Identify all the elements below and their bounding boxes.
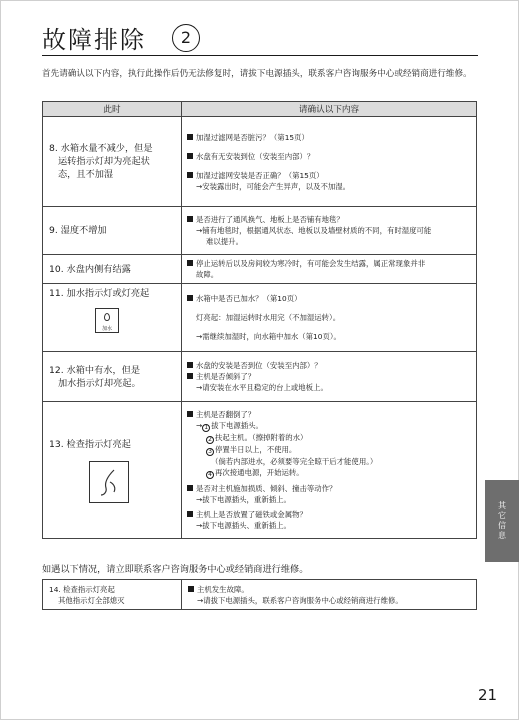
page-number: 21 [478, 686, 498, 704]
step-4: 4 再次接通电源，开始运转。 [187, 467, 472, 479]
condition-13-label: 13. 检查指示灯亮起 [49, 438, 131, 450]
check-item: 停止运转后以及房间较为寒冷时，有可能会发生结露，属正常现象并非 [187, 258, 472, 269]
condition-11-label: 11. 加水指示灯或灯亮起 [49, 288, 150, 299]
bullet-square-icon [187, 216, 193, 222]
condition-14-line2: 其他指示灯全部熄灭 [58, 596, 125, 605]
header-condition: 此时 [43, 102, 182, 117]
bullet-square-icon [187, 373, 193, 379]
indicator-label: 加水 [101, 326, 112, 332]
table-header-row [43, 102, 477, 117]
condition-14 [43, 580, 182, 610]
step-3-note: （倘若内部进水，必须要等完全晾干后才能使用。） [211, 457, 378, 466]
bullet-square-icon [187, 153, 193, 159]
check-answer: →请拔下电源插头，联系客户咨询服务中心或经销商进行维修。 [197, 596, 403, 605]
check-answer: →需继续加湿时，向水箱中加水（第10页）。 [196, 332, 341, 341]
bullet-square-icon [187, 172, 193, 178]
check-indicator-icon [90, 462, 130, 504]
bullet-square-icon [187, 411, 193, 417]
step-number: 4 [206, 471, 214, 479]
condition-8-line3: 态，且不加湿 [58, 169, 114, 180]
checks-11 [182, 284, 477, 352]
service-table [42, 579, 477, 610]
check-note: 灯亮起：加湿运转时水用完（不加湿运转）。 [196, 313, 341, 322]
checks-10 [182, 255, 477, 284]
service-note: 如遇以下情况，请立即联系客户咨询服务中心或经销商进行维修。 [42, 564, 309, 575]
condition-14-line1: 14. 检查指示灯亮起 [49, 585, 115, 594]
table-row-13 [43, 402, 477, 539]
check-item: 水盘有无安装到位（安装至内部）？ [187, 151, 472, 162]
step-3: 3 停置半日以上，不使用。 [187, 444, 472, 456]
check-item: 主机是否倾斜了？ [187, 371, 472, 382]
check-item: 主机发生故障。 [188, 584, 471, 595]
check-item: 是否对主机施加损质、倾斜、撞击等动作？ [187, 483, 472, 494]
condition-12 [43, 352, 182, 402]
check-item: 主机是否翻倒了？ [187, 409, 472, 420]
check-item: 加湿过滤网是否脏污？（第15页） [187, 132, 472, 143]
check-item: 水箱中是否已加水？（第10页） [187, 293, 472, 304]
condition-8 [43, 117, 182, 207]
page-title: 故障排除 [42, 26, 146, 54]
bullet-square-icon [187, 362, 193, 368]
bullet-square-icon [187, 134, 193, 140]
step-number: 3 [206, 448, 214, 456]
troubleshooting-table [42, 101, 477, 539]
check-item: 是否进行了通风换气、地板上是否铺有地毯？ [187, 214, 472, 225]
checks-14 [182, 580, 477, 610]
check-answer-cont: 难以提升。 [206, 237, 243, 246]
check-indicator-illustration [89, 461, 129, 503]
bullet-square-icon [187, 260, 193, 266]
intro-text: 首先请确认以下内容，执行此操作后仍无法修复时，请拔下电源插头，联系客户咨询服务中心或经销商进行维修。 [42, 69, 472, 79]
table-row-14 [43, 580, 477, 610]
condition-12-line2: 加水指示灯却亮起。 [58, 377, 141, 389]
bullet-square-icon [187, 485, 193, 491]
section-number-circle: 2 [172, 24, 200, 52]
check-item: 主机上是否放置了磁铁或金属物？ [187, 509, 472, 520]
title-underline [42, 55, 478, 56]
check-item: 加湿过滤网安装是否正确？（第15页） [187, 170, 472, 181]
table-row-11 [43, 284, 477, 352]
table-row-12 [43, 352, 477, 402]
step-2: 2 扶起主机。（擦掉附着的水） [187, 432, 472, 444]
table-row-8 [43, 117, 477, 207]
bullet-square-icon [187, 295, 193, 301]
condition-13 [43, 402, 182, 539]
condition-8-line2: 运转指示灯却为亮起状 [58, 156, 150, 167]
bullet-square-icon [187, 511, 193, 517]
condition-9: 9. 湿度不增加 [43, 207, 182, 255]
check-answer: →安装露出时，可能会产生异声，以及不加湿。 [196, 181, 351, 191]
condition-8-line1: 8. 水箱水量不减少，但是 [49, 143, 153, 154]
checks-13 [182, 402, 477, 539]
check-answer: →请安装在水平且稳定的台上或地板上。 [196, 383, 328, 392]
condition-10: 10. 水盘内侧有结露 [43, 255, 182, 284]
checks-12 [182, 352, 477, 402]
check-answer: →拔下电源插头、重新插上。 [196, 521, 291, 530]
checks-8 [182, 117, 477, 207]
table-row-10 [43, 255, 477, 284]
side-tab-label: 其它信息 [497, 501, 507, 541]
check-item: 水盘的安装是否到位（安装至内部）？ [187, 360, 472, 371]
check-answer-cont: 故障。 [196, 270, 219, 279]
condition-12-line1: 12. 水箱中有水，但是 [49, 364, 141, 376]
table-row-9 [43, 207, 477, 255]
checks-9 [182, 207, 477, 255]
step-1: → 1 拔下电源插头。 [196, 421, 263, 431]
condition-11 [43, 284, 182, 352]
check-answer: →拔下电源插头，重新插上。 [196, 495, 291, 504]
page-heading [42, 20, 200, 55]
step-number: 1 [202, 424, 210, 432]
side-tab-other-info [485, 480, 519, 562]
step-number: 2 [206, 436, 214, 444]
water-drop-icon [104, 313, 110, 321]
water-indicator-illustration [95, 308, 119, 333]
check-answer: →铺有地毯时，根据通风状态、地板以及墙壁材质的不同，有时湿度可能 [196, 226, 432, 235]
bullet-square-icon [188, 586, 194, 592]
header-checks: 请确认以下内容 [182, 102, 477, 117]
